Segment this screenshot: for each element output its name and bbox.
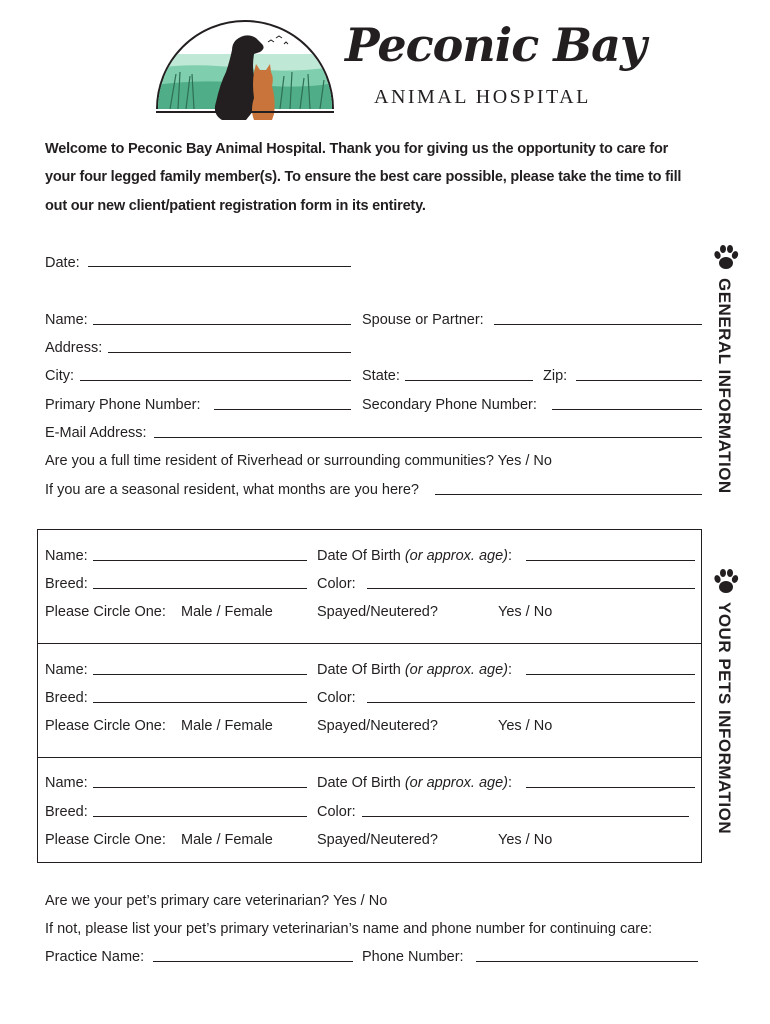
pet-1-sex-options[interactable]: Male / Female (181, 604, 273, 620)
pet-2-spayed-options[interactable]: Yes / No (498, 718, 553, 734)
pet-2-sex-options[interactable]: Male / Female (181, 718, 273, 734)
primary-phone-field[interactable] (214, 409, 351, 410)
pet-1-name-field[interactable] (93, 560, 307, 561)
pet-circle-label: Please Circle One: (45, 832, 166, 848)
owner-name-label: Name: (45, 312, 88, 328)
your-pets-information-heading: YOUR PETS INFORMATION (715, 602, 734, 835)
seasonal-question: If you are a seasonal resident, what months are you here? (45, 482, 419, 498)
pet-divider (37, 643, 702, 644)
pet-3-dob-field[interactable] (526, 787, 695, 788)
primary-phone-label: Primary Phone Number: (45, 397, 201, 413)
pet-color-label: Color: (317, 690, 356, 706)
pet-3-breed-field[interactable] (93, 816, 307, 817)
vet-phone-field[interactable] (476, 961, 698, 962)
pet-spayed-label: Spayed/Neutered? (317, 604, 438, 620)
pet-3-name-field[interactable] (93, 787, 307, 788)
state-label: State: (362, 368, 400, 384)
brand-subtitle: ANIMAL HOSPITAL (374, 86, 591, 108)
brand-title: Peconic Bay (345, 18, 646, 72)
pet-3-sex-options[interactable]: Male / Female (181, 832, 273, 848)
intro-line-1: Welcome to Peconic Bay Animal Hospital. Thank you for giving us the opportunity to care for (45, 141, 669, 157)
pet-3-color-field[interactable] (362, 816, 689, 817)
pet-1-breed-field[interactable] (93, 588, 307, 589)
owner-name-field[interactable] (93, 324, 351, 325)
email-field[interactable] (154, 437, 702, 438)
pet-color-label: Color: (317, 576, 356, 592)
address-field[interactable] (108, 352, 351, 353)
intro-line-3: out our new client/patient registration form in its entirety. (45, 198, 426, 214)
pet-dob-label: Date Of Birth (or approx. age): (317, 662, 513, 678)
city-field[interactable] (80, 380, 351, 381)
pet-breed-label: Breed: (45, 690, 88, 706)
city-label: City: (45, 368, 74, 384)
pet-color-label: Color: (317, 804, 356, 820)
zip-label: Zip: (543, 368, 568, 384)
pet-circle-label: Please Circle One: (45, 604, 166, 620)
pet-2-dob-field[interactable] (526, 674, 695, 675)
pet-circle-label: Please Circle One: (45, 718, 166, 734)
secondary-phone-field[interactable] (552, 409, 702, 410)
pet-1-spayed-options[interactable]: Yes / No (498, 604, 553, 620)
pet-1-color-field[interactable] (367, 588, 695, 589)
pet-1-dob-field[interactable] (526, 560, 695, 561)
pet-name-label: Name: (45, 662, 88, 678)
intro-line-2: your four legged family member(s). To ensure the best care possible, please take the time to fill (45, 169, 682, 185)
pet-dob-label: Date Of Birth (or approx. age): (317, 548, 513, 564)
vet-phone-label: Phone Number: (362, 949, 464, 965)
address-label: Address: (45, 340, 103, 356)
pet-breed-label: Breed: (45, 804, 88, 820)
practice-name-label: Practice Name: (45, 949, 145, 965)
spouse-label: Spouse or Partner: (362, 312, 484, 328)
pet-breed-label: Breed: (45, 576, 88, 592)
spouse-field[interactable] (494, 324, 702, 325)
pet-spayed-label: Spayed/Neutered? (317, 832, 438, 848)
resident-question[interactable]: Are you a full time resident of Riverhead or surrounding communities? Yes / No (45, 453, 552, 469)
general-information-heading: GENERAL INFORMATION (715, 278, 734, 494)
pet-3-spayed-options[interactable]: Yes / No (498, 832, 553, 848)
primary-vet-question[interactable]: Are we your pet’s primary care veterinarian? Yes / No (45, 893, 388, 909)
secondary-phone-label: Secondary Phone Number: (362, 397, 537, 413)
pet-2-breed-field[interactable] (93, 702, 307, 703)
pet-name-label: Name: (45, 548, 88, 564)
practice-name-field[interactable] (153, 961, 353, 962)
paw-icon (713, 244, 739, 272)
pet-dob-label: Date Of Birth (or approx. age): (317, 775, 513, 791)
paw-icon (713, 568, 739, 596)
pets-table (37, 529, 702, 863)
hospital-logo (150, 14, 340, 124)
zip-field[interactable] (576, 380, 702, 381)
vet-list-instruction: If not, please list your pet’s primary veterinarian’s name and phone number for continuing care: (45, 921, 653, 937)
seasonal-months-field[interactable] (435, 494, 702, 495)
date-label: Date: (45, 255, 80, 271)
pet-name-label: Name: (45, 775, 88, 791)
date-field[interactable] (88, 266, 351, 267)
pet-2-name-field[interactable] (93, 674, 307, 675)
pet-spayed-label: Spayed/Neutered? (317, 718, 438, 734)
state-field[interactable] (405, 380, 533, 381)
pet-2-color-field[interactable] (367, 702, 695, 703)
pet-divider (37, 757, 702, 758)
email-label: E-Mail Address: (45, 425, 147, 441)
